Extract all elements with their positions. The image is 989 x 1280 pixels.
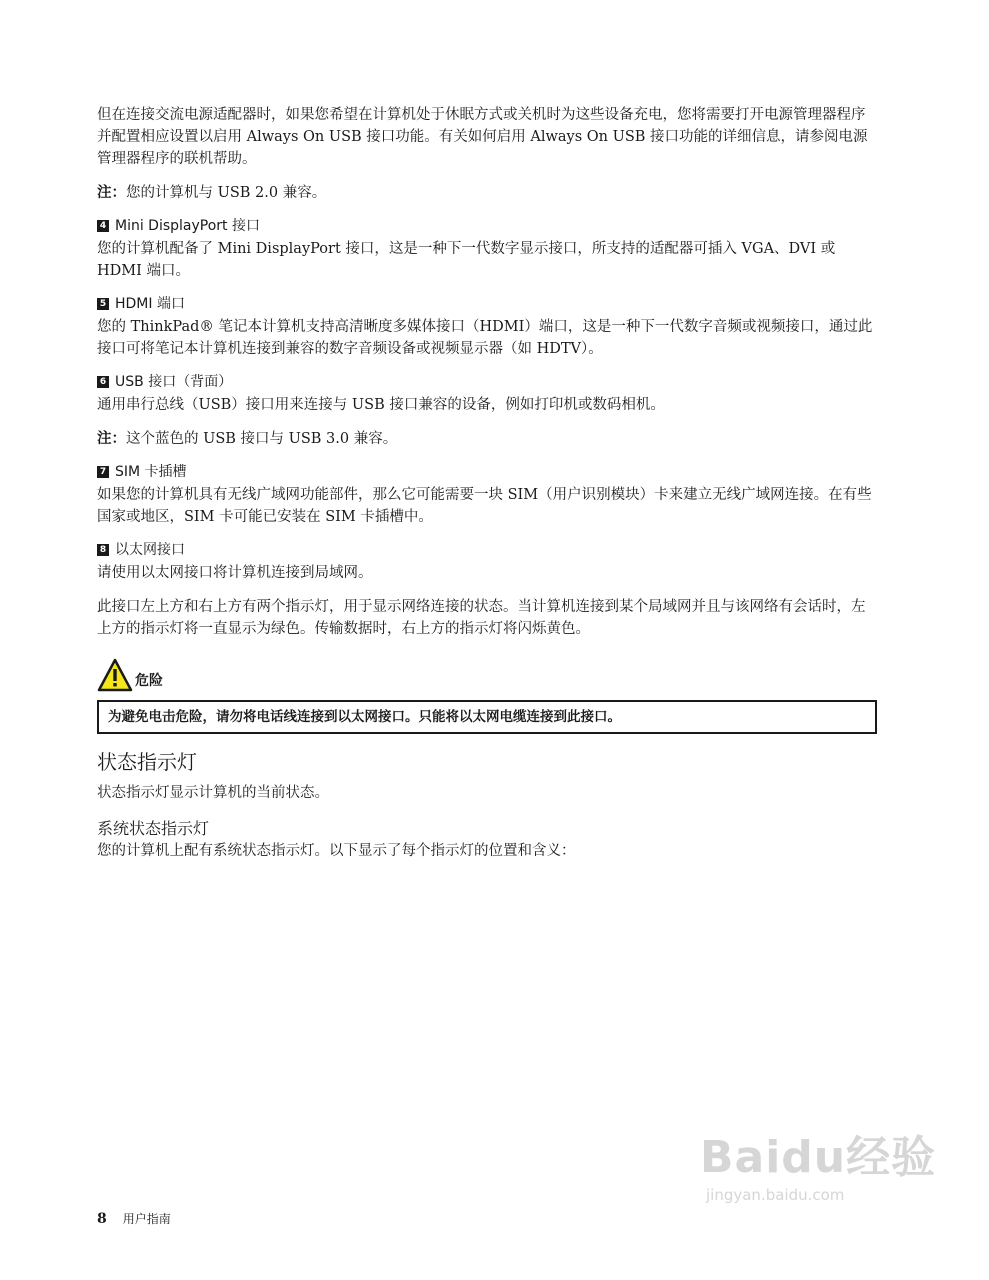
danger-header [97, 652, 877, 692]
note-usb2 [97, 182, 877, 204]
section-heading-hdmi [97, 294, 877, 314]
section-title: SIM 卡插槽 [115, 464, 187, 480]
callout-number: 5 [97, 298, 109, 310]
note-text: 这个蓝色的 USB 接口与 USB 3.0 兼容。 [126, 431, 398, 447]
section-heading-mini-displayport [97, 216, 877, 236]
section-body: 如果您的计算机具有无线广域网功能部件，那么它可能需要一块 SIM（用户识别模块）卡来建立无线广域网连接。在有些国家或地区，SIM 卡可能已安装在 SIM 卡插槽中。 [97, 487, 872, 525]
intro-paragraph: 但在连接交流电源适配器时，如果您希望在计算机处于休眠方式或关机时为这些设备充电，您将需要打开电源管理器程序并配置相应设置以启用 Always On USB 接口功能。有关如何启用 Always On USB 接口功能的详细信息，请参阅电源管理器程序的联机帮助。 [97, 107, 868, 167]
danger-title: 危险 [135, 673, 163, 689]
section-title: Mini DisplayPort 接口 [115, 218, 260, 234]
page-footer [97, 1210, 171, 1227]
status-heading: 状态指示灯 [97, 750, 197, 774]
callout-number: 7 [97, 466, 109, 478]
note-usb3 [97, 428, 877, 450]
section-title: USB 接口（背面） [115, 374, 233, 390]
status-intro: 状态指示灯显示计算机的当前状态。 [97, 785, 329, 801]
note-text: 您的计算机与 USB 2.0 兼容。 [126, 185, 327, 201]
section-body: 您的计算机配备了 Mini DisplayPort 接口，这是一种下一代数字显示接口，所支持的适配器可插入 VGA、DVI 或 HDMI 端口。 [97, 241, 836, 279]
callout-number: 8 [97, 544, 109, 556]
section-body: 通用串行总线（USB）接口用来连接与 USB 接口兼容的设备，例如打印机或数码相机。 [97, 397, 665, 413]
section-body-2: 此接口左上方和右上方有两个指示灯，用于显示网络连接的状态。当计算机连接到某个局域网并且与该网络有会话时，左上方的指示灯将一直显示为绿色。传输数据时，右上方的指示灯将闪烁黄色。 [97, 599, 866, 637]
section-title: 以太网接口 [115, 542, 185, 558]
watermark-url: jingyan.baidu.com [706, 1186, 845, 1204]
document-title: 用户指南 [122, 1212, 171, 1226]
note-label: 注： [97, 185, 126, 201]
page-number: 8 [97, 1211, 107, 1227]
watermark [700, 1130, 940, 1240]
note-label: 注： [97, 431, 126, 447]
section-heading-usb [97, 372, 877, 392]
callout-number: 6 [97, 376, 109, 388]
system-status-intro: 您的计算机上配有系统状态指示灯。以下显示了每个指示灯的位置和含义： [97, 843, 576, 859]
section-title: HDMI 端口 [115, 296, 185, 312]
warning-triangle-icon [97, 658, 133, 692]
callout-number: 4 [97, 220, 109, 232]
section-body: 您的 ThinkPad® 笔记本计算机支持高清晰度多媒体接口（HDMI）端口，这是一种下一代数字音频或视频接口，通过此接口可将笔记本计算机连接到兼容的数字音频设备或视频显示器（如 HDTV）。 [97, 319, 873, 357]
section-body: 请使用以太网接口将计算机连接到局域网。 [97, 565, 373, 581]
watermark-logo: Baidu经验 [700, 1132, 937, 1183]
document-page [97, 104, 877, 862]
section-heading-ethernet [97, 540, 877, 560]
section-heading-sim [97, 462, 877, 482]
system-status-heading: 系统状态指示灯 [97, 819, 210, 838]
danger-box: 为避免电击危险，请勿将电话线连接到以太网接口。只能将以太网电缆连接到此接口。 [97, 700, 877, 734]
